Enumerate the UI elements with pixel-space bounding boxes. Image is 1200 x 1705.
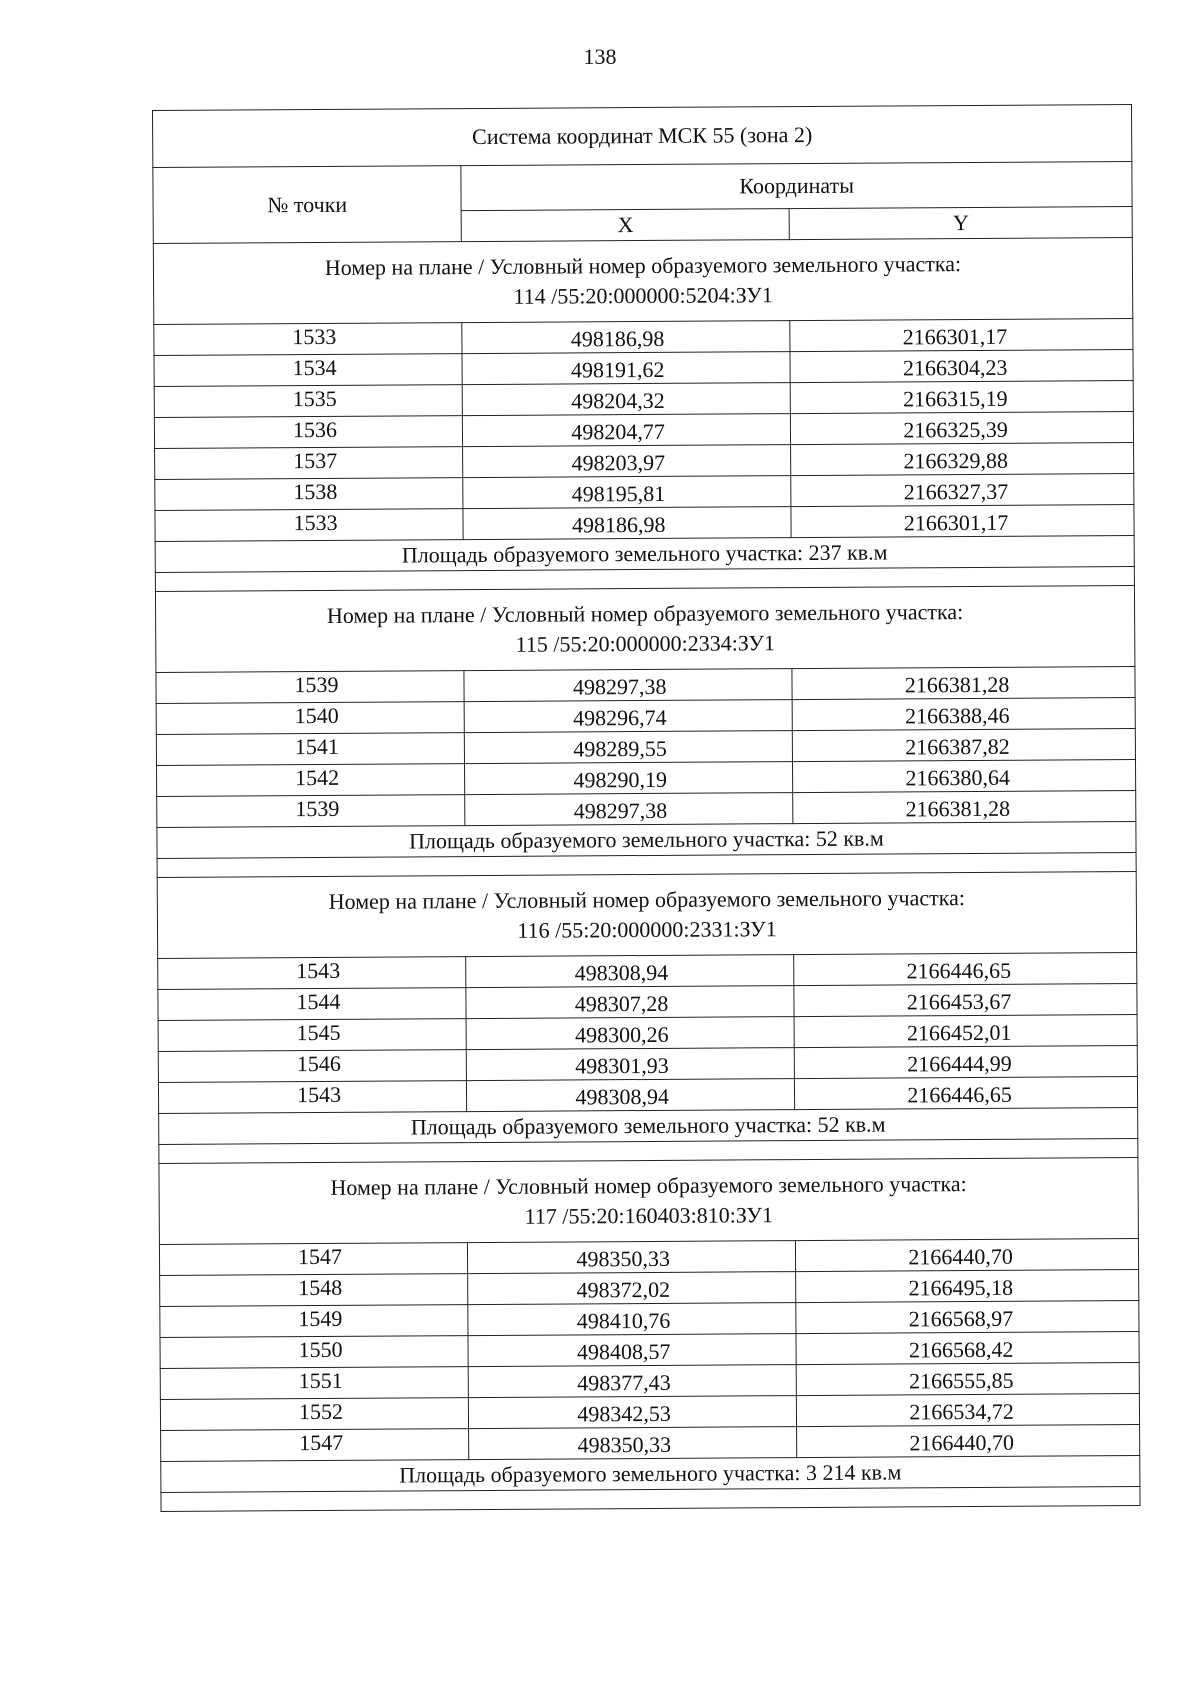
parcel-area: Площадь образуемого земельного участка: 237 кв.м — [155, 536, 1134, 573]
parcel-header — [153, 238, 1132, 325]
y-coordinate-cell: 2166495,18 — [796, 1269, 1139, 1302]
point-number-cell: 1543 — [158, 1081, 467, 1114]
point-number-cell: 1533 — [155, 509, 464, 542]
y-coordinate-cell: 2166304,23 — [790, 350, 1133, 383]
x-coordinate-cell: 498307,28 — [466, 986, 794, 1019]
point-number-cell: 1541 — [156, 733, 465, 766]
parcel-header-row — [159, 1157, 1138, 1244]
x-coordinate-cell: 498350,33 — [469, 1427, 797, 1460]
parcel-area: Площадь образуемого земельного участка: 3 214 кв.м — [161, 1455, 1140, 1492]
point-number-cell: 1533 — [154, 323, 463, 356]
x-coordinate-cell: 498377,43 — [469, 1365, 797, 1398]
point-number-cell: 1539 — [156, 671, 465, 704]
x-coordinate-cell: 498290,19 — [465, 762, 793, 795]
y-header: Y — [789, 207, 1132, 240]
parcel-header-title: Номер на плане / Условный номер образуемого земельного участка: — [326, 599, 964, 628]
coordinates-table — [152, 104, 1141, 1512]
point-number-cell: 1543 — [158, 957, 467, 990]
x-coordinate-cell: 498297,38 — [464, 669, 792, 702]
coordinates-header: Координаты — [461, 162, 1132, 211]
point-number-cell: 1550 — [160, 1336, 469, 1369]
system-title-row — [153, 105, 1132, 168]
table-body — [153, 105, 1141, 1512]
point-number-cell: 1544 — [158, 988, 467, 1021]
x-coordinate-cell: 498342,53 — [469, 1396, 797, 1429]
y-coordinate-cell: 2166380,64 — [793, 760, 1136, 793]
x-coordinate-cell: 498195,81 — [463, 476, 791, 509]
y-coordinate-cell: 2166444,99 — [795, 1045, 1138, 1078]
x-coordinate-cell: 498350,33 — [468, 1241, 796, 1274]
parcel-cadastral-number: 117 /55:20:160403:810:ЗУ1 — [524, 1202, 773, 1229]
x-coordinate-cell: 498204,32 — [463, 383, 791, 416]
parcel-cadastral-number: 116 /55:20:000000:2331:ЗУ1 — [517, 916, 777, 943]
point-number-cell: 1548 — [160, 1274, 469, 1307]
x-coordinate-cell: 498301,93 — [467, 1048, 795, 1081]
parcel-area: Площадь образуемого земельного участка: 52 кв.м — [159, 1107, 1138, 1144]
point-number-cell: 1538 — [155, 478, 464, 511]
parcel-header-row — [155, 586, 1134, 673]
parcel-header-title: Номер на плане / Условный номер образуемого земельного участка: — [330, 1171, 967, 1200]
y-coordinate-cell: 2166325,39 — [791, 412, 1134, 445]
coordinate-system-title: Система координат МСК 55 (зона 2) — [153, 105, 1132, 168]
y-coordinate-cell: 2166446,65 — [794, 953, 1137, 986]
x-coordinate-cell: 498289,55 — [465, 731, 793, 764]
parcel-cadastral-number: 115 /55:20:000000:2334:ЗУ1 — [515, 630, 775, 657]
point-number-header: № точки — [153, 166, 462, 244]
point-number-cell: 1549 — [160, 1305, 469, 1338]
point-number-cell: 1534 — [154, 354, 463, 387]
point-number-cell: 1545 — [158, 1019, 467, 1052]
x-coordinate-cell: 498186,98 — [463, 507, 791, 540]
x-coordinate-cell: 498204,77 — [463, 414, 791, 447]
y-coordinate-cell: 2166388,46 — [792, 698, 1135, 731]
x-coordinate-cell: 498408,57 — [468, 1334, 796, 1367]
parcel-header-row — [157, 872, 1136, 959]
y-coordinate-cell: 2166453,67 — [794, 984, 1137, 1017]
y-coordinate-cell: 2166440,70 — [797, 1424, 1140, 1457]
parcel-header — [155, 586, 1134, 673]
y-coordinate-cell: 2166381,28 — [793, 791, 1136, 824]
point-number-cell: 1537 — [155, 447, 464, 480]
x-coordinate-cell: 498191,62 — [462, 352, 790, 385]
parcel-header-title: Номер на плане / Условный номер образуемого земельного участка: — [324, 251, 962, 280]
point-number-cell: 1542 — [157, 764, 466, 797]
point-number-cell: 1540 — [156, 702, 465, 735]
x-coordinate-cell: 498186,98 — [462, 321, 790, 354]
parcel-header — [159, 1157, 1138, 1244]
page-number: 138 — [583, 44, 617, 69]
x-header: X — [461, 209, 789, 242]
y-coordinate-cell: 2166301,17 — [790, 319, 1133, 352]
x-coordinate-cell: 498410,76 — [468, 1303, 796, 1336]
parcel-header-row — [153, 238, 1132, 325]
parcel-header-title: Номер на плане / Условный номер образуемого земельного участка: — [328, 885, 965, 914]
parcel-area: Площадь образуемого земельного участка: 52 кв.м — [157, 822, 1136, 859]
x-coordinate-cell: 498308,94 — [466, 955, 794, 988]
y-coordinate-cell: 2166534,72 — [797, 1393, 1140, 1426]
parcel-header — [157, 872, 1136, 959]
y-coordinate-cell: 2166327,37 — [791, 474, 1134, 507]
y-coordinate-cell: 2166387,82 — [793, 729, 1136, 762]
y-coordinate-cell: 2166568,97 — [796, 1300, 1139, 1333]
x-coordinate-cell: 498300,26 — [466, 1017, 794, 1050]
x-coordinate-cell: 498203,97 — [463, 445, 791, 478]
point-number-cell: 1547 — [159, 1243, 468, 1276]
y-coordinate-cell: 2166452,01 — [794, 1014, 1137, 1047]
y-coordinate-cell: 2166440,70 — [796, 1238, 1139, 1271]
y-coordinate-cell: 2166329,88 — [791, 443, 1134, 476]
header-row-top — [153, 162, 1132, 213]
point-number-cell: 1552 — [160, 1398, 469, 1431]
y-coordinate-cell: 2166555,85 — [797, 1362, 1140, 1395]
x-coordinate-cell: 498297,38 — [465, 793, 793, 826]
point-number-cell: 1551 — [160, 1367, 469, 1400]
point-number-cell: 1535 — [154, 385, 463, 418]
point-number-cell: 1547 — [161, 1429, 470, 1462]
y-coordinate-cell: 2166301,17 — [791, 505, 1134, 538]
parcel-cadastral-number: 114 /55:20:000000:5204:ЗУ1 — [513, 282, 773, 309]
x-coordinate-cell: 498296,74 — [464, 700, 792, 733]
point-number-cell: 1539 — [157, 795, 466, 828]
y-coordinate-cell: 2166568,42 — [796, 1331, 1139, 1364]
y-coordinate-cell: 2166446,65 — [795, 1076, 1138, 1109]
point-number-cell: 1536 — [154, 416, 463, 449]
point-number-cell: 1546 — [158, 1050, 467, 1083]
x-coordinate-cell: 498308,94 — [467, 1079, 795, 1112]
x-coordinate-cell: 498372,02 — [468, 1272, 796, 1305]
y-coordinate-cell: 2166381,28 — [792, 667, 1135, 700]
y-coordinate-cell: 2166315,19 — [791, 381, 1134, 414]
